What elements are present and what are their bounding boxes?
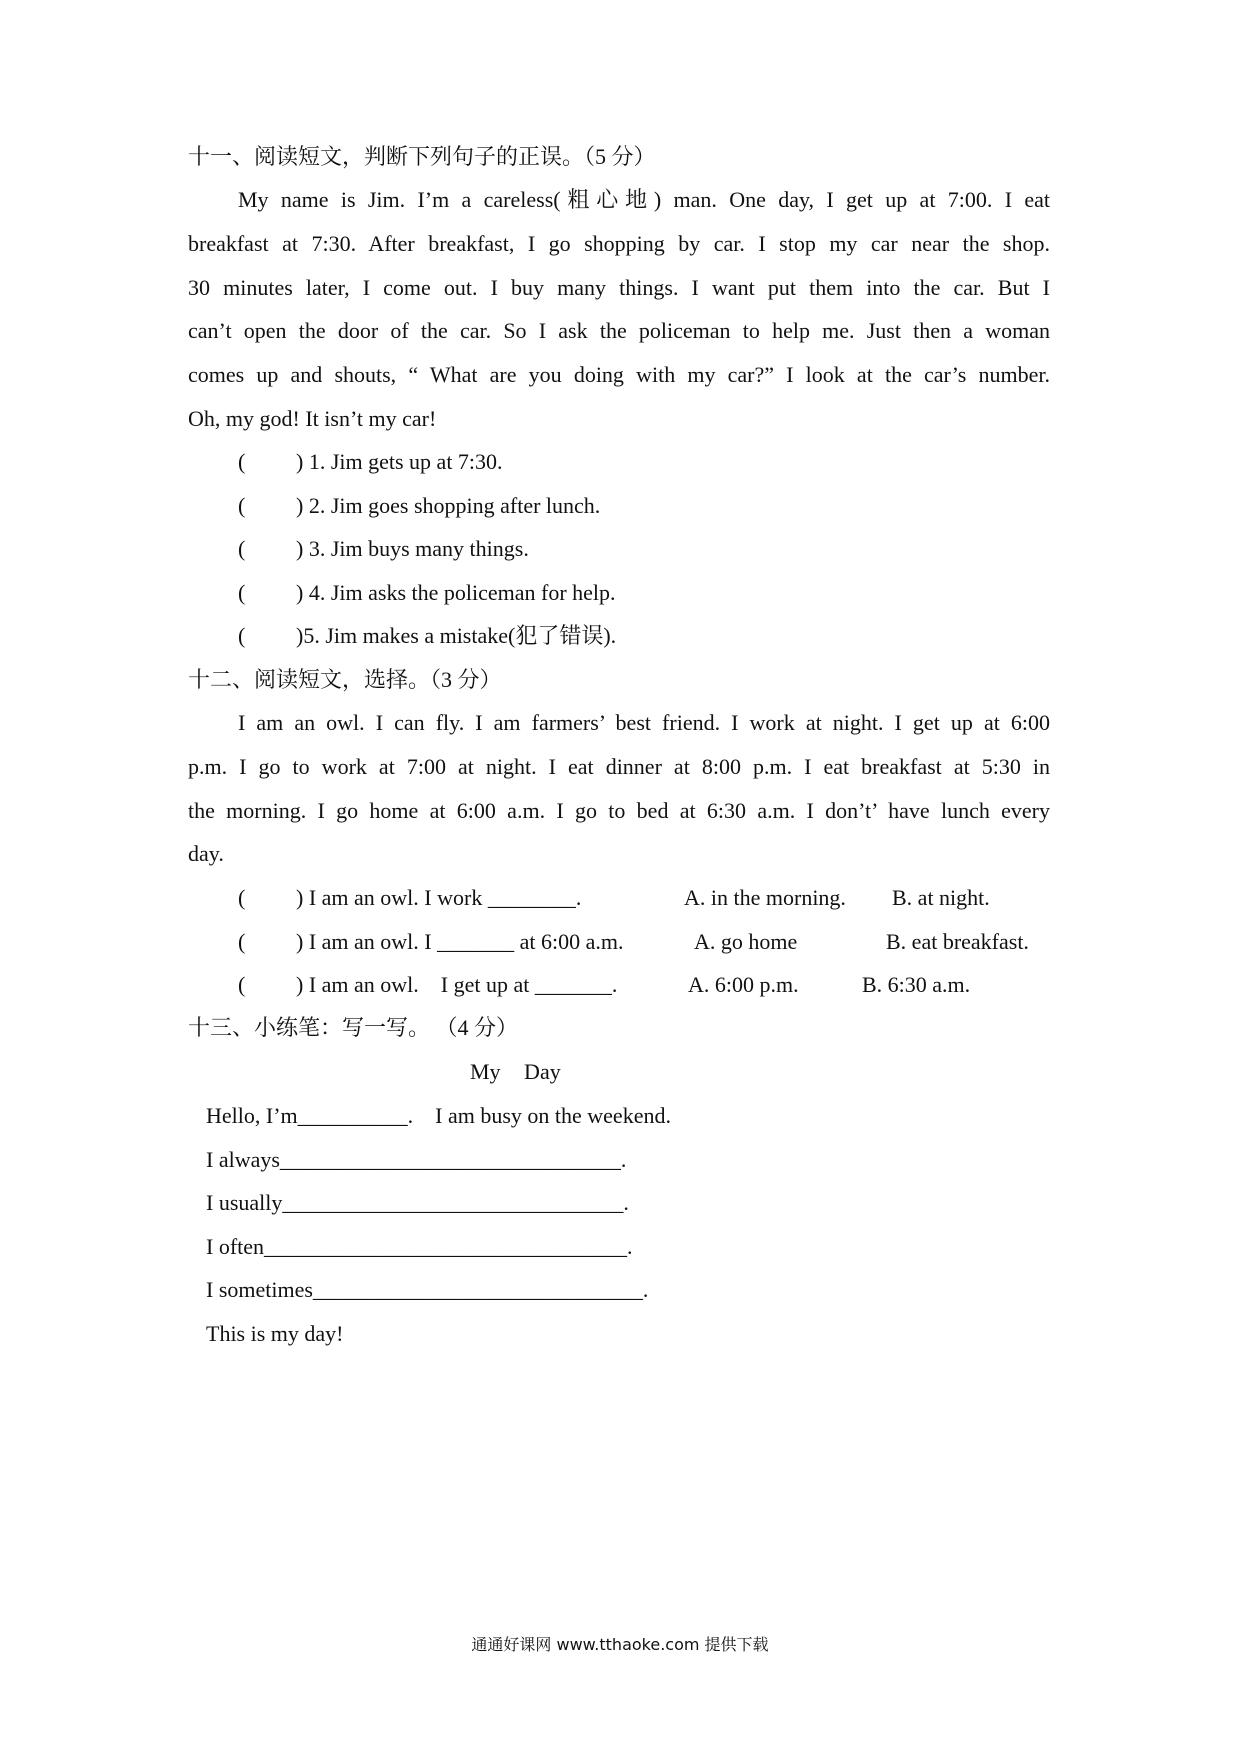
section-11-passage-line-3: 30 minutes later, I come out. I buy many things. I want put them into the car. But I [188,275,1050,300]
writing-line-4[interactable]: I often_________________________________. [206,1234,633,1259]
section-12-passage-line-2: p.m. I go to work at 7:00 at night. I eat dinner at 8:00 p.m. I eat breakfast at 5:30 in [188,754,1050,779]
writing-title: My Day [470,1059,561,1084]
section-11-question-3 [238,535,529,563]
writing-line-3[interactable]: I usually_______________________________. [206,1190,629,1215]
answer-blank[interactable]: ( [238,580,246,605]
question-text: ) 2. Jim goes shopping after lunch. [296,493,601,518]
section-12-question-3 [238,971,617,999]
answer-blank[interactable]: ( [238,449,246,474]
section-12-q3-option-b: B. 6:30 a.m. [862,972,971,997]
section-11-passage-line-2: breakfast at 7:30. After breakfast, I go shopping by car. I stop my car near the shop. [188,231,1050,256]
writing-line-1[interactable]: Hello, I’m__________. I am busy on the weekend. [206,1103,671,1128]
section-11-passage-line-5: comes up and shouts, “ What are you doing with my car?” I look at the car’s number. [188,362,1050,387]
section-13-heading: 十三、小练笔：写一写。 （4 分） [188,1015,519,1040]
answer-blank[interactable]: ( [238,972,246,997]
question-text: )5. Jim makes a mistake(犯了错误). [296,623,617,648]
answer-blank[interactable]: ( [238,536,246,561]
answer-blank[interactable]: ( [238,493,246,518]
section-11-question-1 [238,448,503,476]
section-11-question-5 [238,622,616,650]
question-text: ) 1. Jim gets up at 7:30. [296,449,503,474]
section-12-q3-option-a: A. 6:00 p.m. [688,972,799,997]
question-text: ) 4. Jim asks the policeman for help. [296,580,616,605]
footer-source: 通通好课网 www.tthaoke.com 提供下载 [471,1635,769,1654]
section-11-question-2 [238,492,600,520]
section-11-heading: 十一、阅读短文，判断下列句子的正误。（5 分） [188,144,656,169]
section-12-question-1 [238,884,581,912]
section-12-question-2 [238,928,624,956]
answer-blank[interactable]: ( [238,929,246,954]
writing-line-5[interactable]: I sometimes______________________________. [206,1277,649,1302]
answer-blank[interactable]: ( [238,885,246,910]
section-11-passage-line-1: My name is Jim. I’m a careless(粗心地) man. One day, I get up at 7:00. I eat [238,187,1050,212]
section-11-question-4 [238,579,616,607]
section-12-passage-line-1: I am an owl. I can fly. I am farmers’ best friend. I work at night. I get up at 6:00 [238,710,1050,735]
question-stem: ) I am an owl. I work ________. [296,885,582,910]
question-text: ) 3. Jim buys many things. [296,536,529,561]
question-stem: ) I am an owl. I get up at _______. [296,972,618,997]
section-12-q2-option-a: A. go home [694,929,798,954]
section-12-q1-option-a: A. in the morning. [684,885,846,910]
section-12-passage-line-4: day. [188,841,224,866]
section-12-q1-option-b: B. at night. [892,885,990,910]
section-12-passage-line-3: the morning. I go home at 6:00 a.m. I go to bed at 6:30 a.m. I don’t’ have lunch every [188,798,1050,823]
section-12-q2-option-b: B. eat breakfast. [886,929,1029,954]
writing-line-6: This is my day! [206,1321,344,1346]
answer-blank[interactable]: ( [238,623,246,648]
question-stem: ) I am an owl. I _______ at 6:00 a.m. [296,929,624,954]
section-11-passage-line-6: Oh, my god! It isn’t my car! [188,406,437,431]
section-11-passage-line-4: can’t open the door of the car. So I ask the policeman to help me. Just then a woman [188,318,1050,343]
section-12-heading: 十二、阅读短文，选择。（3 分） [188,667,502,692]
writing-line-2[interactable]: I always_______________________________. [206,1147,627,1172]
